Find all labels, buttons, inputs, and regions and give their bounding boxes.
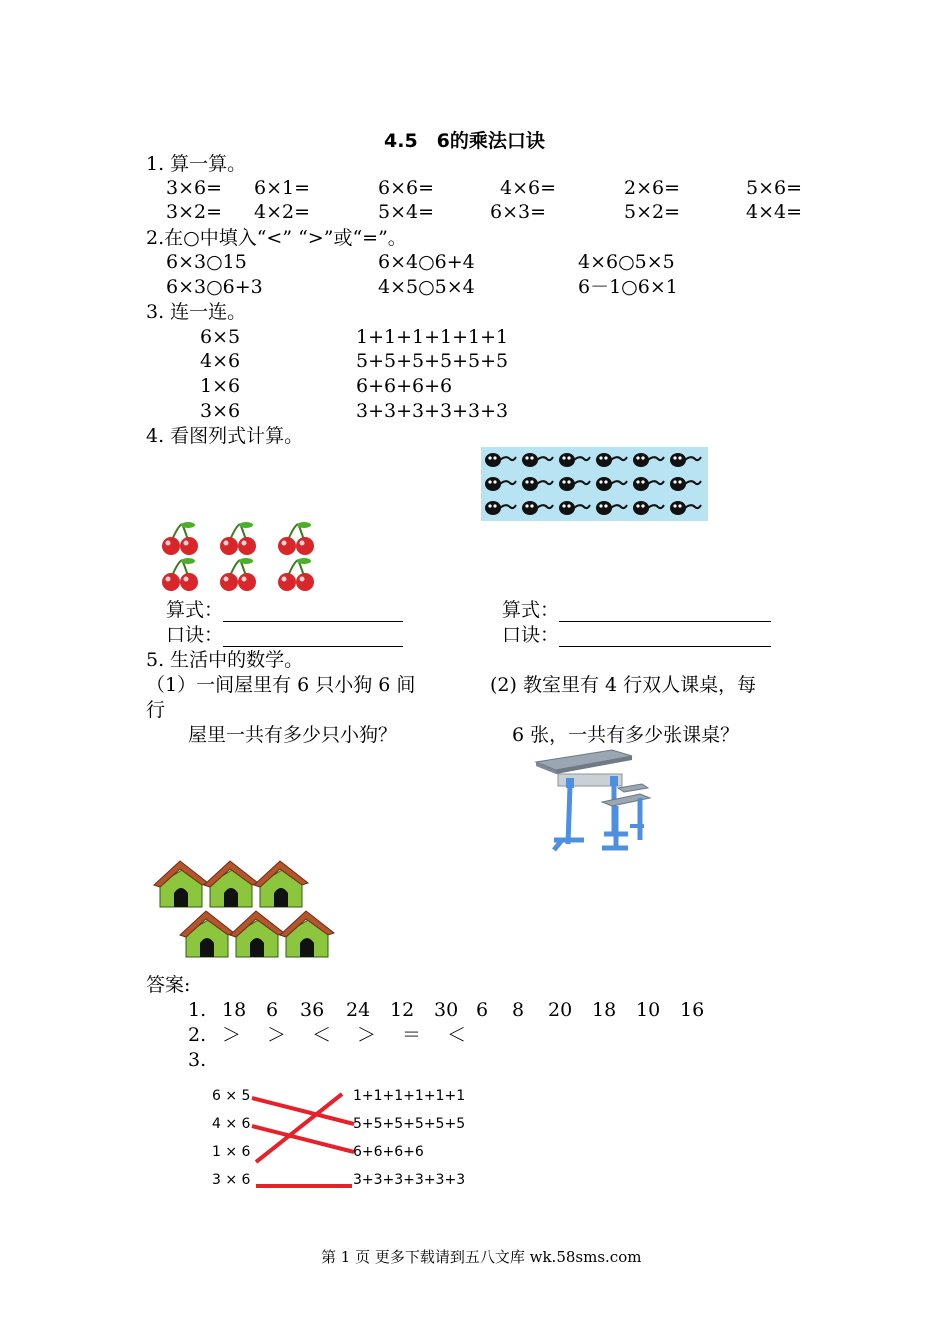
answer-3-right: 3+3+3+3+3+3 — [353, 1172, 466, 1188]
problem: 5×6= — [746, 177, 803, 199]
answer-3-right: 6+6+6+6 — [353, 1144, 424, 1160]
problem: 4×6= — [500, 177, 557, 199]
match-right: 3+3+3+3+3+3 — [356, 400, 509, 422]
answer-3-right: 1+1+1+1+1+1 — [353, 1088, 466, 1104]
section4-heading: 4. 看图列式计算。 — [146, 425, 304, 447]
question-2: (2) 教室里有 4 行双人课桌，每 — [490, 674, 757, 696]
answer-value: 6 — [476, 999, 489, 1021]
answer-1-number: 1. — [188, 999, 207, 1021]
answer-value: ＜ — [447, 1024, 467, 1046]
answer-value: 8 — [512, 999, 525, 1021]
cherry-icon — [162, 522, 198, 555]
answer-value: 6 — [266, 999, 279, 1021]
answer-blank[interactable] — [559, 603, 771, 622]
answer-value: ＜ — [312, 1024, 332, 1046]
cherry-icon — [278, 558, 314, 591]
match-right: 1+1+1+1+1+1 — [356, 326, 509, 348]
compare-problem: 4×5○5×4 — [378, 276, 475, 298]
section3-heading: 3. 连一连。 — [146, 301, 247, 323]
compare-problem: 4×6○5×5 — [578, 251, 675, 273]
page-footer: 第 1 页 更多下载请到五八文库 wk.58sms.com — [321, 1248, 642, 1266]
answer-3-right-labels — [353, 1088, 465, 1200]
compare-problem: 6－1○6×1 — [578, 276, 678, 298]
chant-label-right — [502, 623, 771, 647]
problem: 4×2= — [254, 201, 311, 223]
formula-label-right — [502, 598, 771, 622]
match-left: 6×5 — [200, 326, 241, 348]
section5-heading: 5. 生活中的数学。 — [146, 649, 304, 671]
problem: 3×6= — [166, 177, 223, 199]
answer-3-left: 4 × 6 — [212, 1116, 251, 1132]
cherries-picture — [158, 518, 318, 590]
answer-value: 24 — [346, 999, 371, 1021]
answers-heading: 答案: — [146, 974, 191, 996]
cherry-icon — [162, 558, 198, 591]
match-left: 4×6 — [200, 350, 241, 372]
answer-3-lines — [250, 1088, 360, 1198]
cherry-icon — [220, 558, 256, 591]
section1-heading: 1. 算一算。 — [146, 153, 247, 175]
match-right: 5+5+5+5+5+5 — [356, 350, 509, 372]
tadpoles-picture — [481, 447, 708, 521]
answer-value: 30 — [434, 999, 459, 1021]
problem: 6×1= — [254, 177, 311, 199]
answer-3-left: 6 × 5 — [212, 1088, 251, 1104]
formula-label: 算式： — [166, 599, 224, 621]
answer-value: 12 — [390, 999, 415, 1021]
match-line — [252, 1098, 354, 1124]
cherry-icon — [220, 522, 256, 555]
desk-picture — [532, 748, 652, 858]
answer-blank[interactable] — [223, 603, 403, 622]
formula-label-left — [166, 598, 403, 622]
house-icon — [230, 911, 284, 957]
answer-value: 16 — [680, 999, 705, 1021]
chant-label: 口诀： — [502, 624, 560, 646]
problem: 5×4= — [378, 201, 435, 223]
question-1: （1）一间屋里有 6 只小狗 6 间 — [146, 674, 416, 696]
problem: 5×2= — [624, 201, 681, 223]
match-left: 3×6 — [200, 400, 241, 422]
answer-3-left: 3 × 6 — [212, 1172, 251, 1188]
compare-problem: 6×3○6+3 — [166, 276, 263, 298]
cherry-icon — [278, 522, 314, 555]
section2-heading: 2.在○中填入“<” “>”或“=”。 — [146, 227, 407, 249]
problem: 3×2= — [166, 201, 223, 223]
answer-value: 36 — [300, 999, 325, 1021]
answer-3-number: 3. — [188, 1049, 207, 1071]
house-icon — [280, 911, 334, 957]
problem: 6×3= — [490, 201, 547, 223]
chant-label: 口诀： — [166, 624, 224, 646]
answer-3-left: 1 × 6 — [212, 1144, 251, 1160]
match-left: 1×6 — [200, 375, 241, 397]
compare-problem: 6×4○6+4 — [378, 251, 475, 273]
question-2-wrap: 行 — [146, 699, 166, 721]
house-icon — [154, 861, 208, 907]
chant-label-left — [166, 623, 403, 647]
answer-value: ＞ — [267, 1024, 287, 1046]
answer-2-number: 2. — [188, 1024, 207, 1046]
match-line — [252, 1126, 354, 1152]
formula-label: 算式： — [502, 599, 560, 621]
problem: 2×6= — [624, 177, 681, 199]
answer-3-left-labels — [212, 1088, 250, 1200]
answer-value: 18 — [222, 999, 247, 1021]
compare-problem: 6×3○15 — [166, 251, 247, 273]
house-icon — [254, 861, 308, 907]
houses-picture — [150, 855, 340, 963]
answer-value: 10 — [636, 999, 661, 1021]
page-title: 4.5 6的乘法口诀 — [384, 130, 545, 152]
answer-value: 20 — [548, 999, 573, 1021]
problem: 6×6= — [378, 177, 435, 199]
answer-value: ＝ — [402, 1024, 422, 1046]
problem: 4×4= — [746, 201, 803, 223]
match-right: 6+6+6+6 — [356, 375, 453, 397]
answer-blank[interactable] — [223, 628, 403, 647]
answer-blank[interactable] — [559, 628, 771, 647]
question-2-cont: 6 张，一共有多少张课桌？ — [512, 724, 740, 746]
house-icon — [180, 911, 234, 957]
answer-value: 18 — [592, 999, 617, 1021]
house-icon — [204, 861, 258, 907]
answer-value: ＞ — [222, 1024, 242, 1046]
question-1-cont: 屋里一共有多少只小狗？ — [188, 724, 398, 746]
answer-3-right: 5+5+5+5+5+5 — [353, 1116, 466, 1132]
answer-value: ＞ — [357, 1024, 377, 1046]
